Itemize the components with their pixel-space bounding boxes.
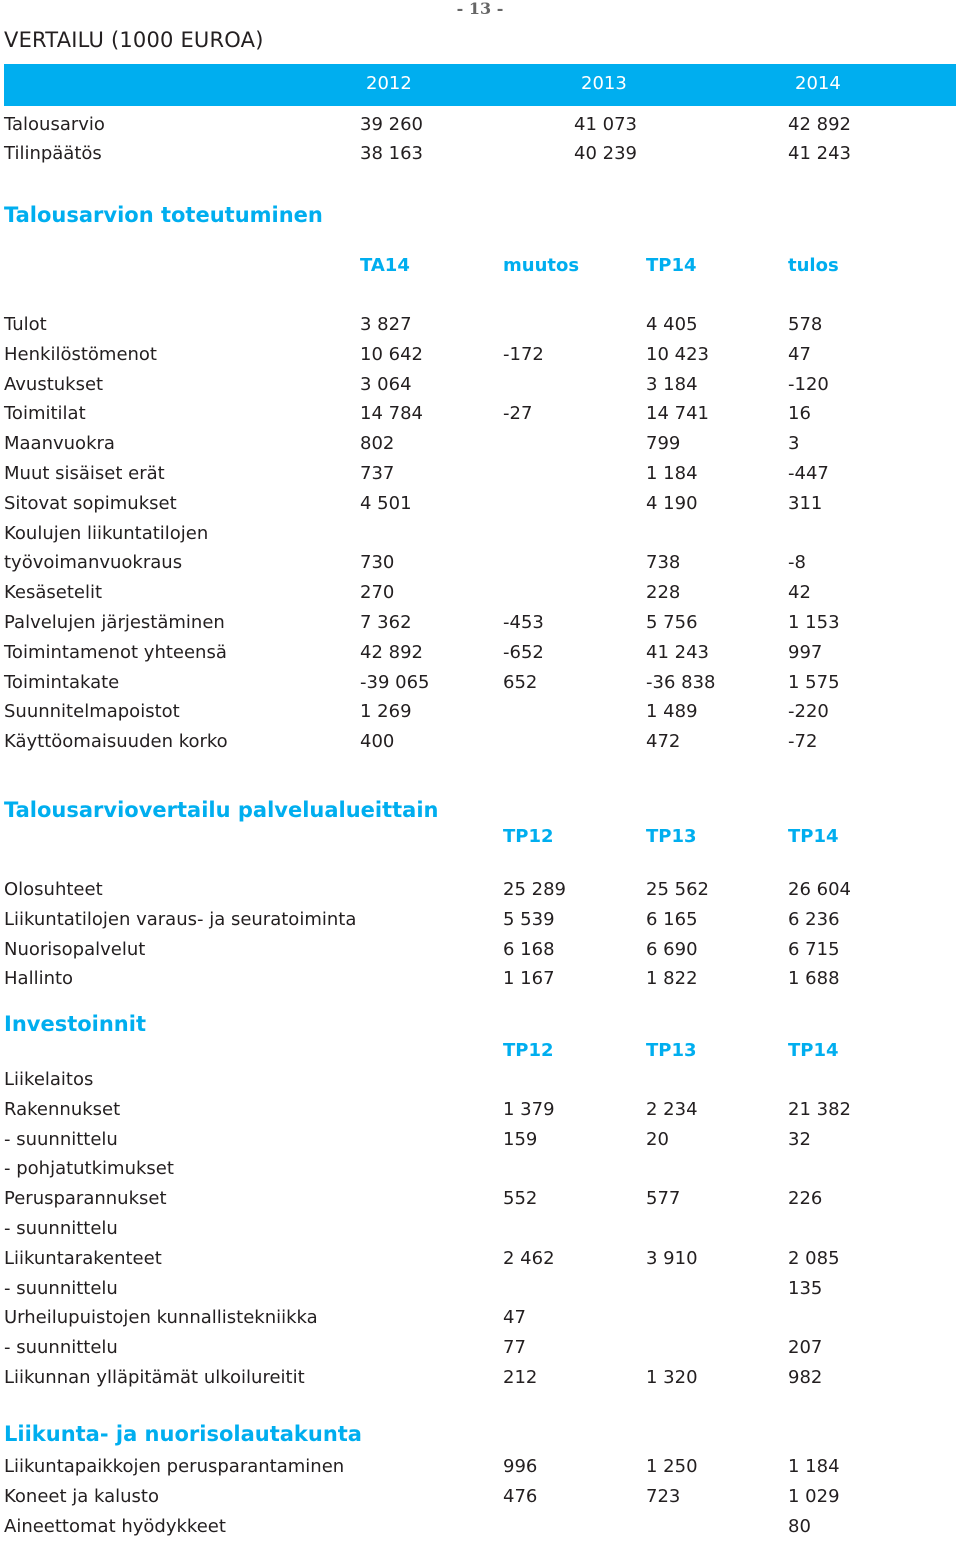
cell: 42 892: [360, 641, 423, 663]
page-title: VERTAILU (1000 EUROA): [4, 28, 264, 52]
table-row: [0, 968, 960, 998]
row-label: Tulot: [4, 314, 47, 335]
cell: 1 184: [646, 463, 698, 484]
cell: 476: [503, 1485, 538, 1507]
cell: 4 190: [646, 492, 698, 514]
table-row: [0, 1099, 960, 1129]
cell: 472: [646, 731, 681, 753]
year-header-band: [4, 64, 956, 106]
table-row: [0, 1456, 960, 1486]
table-row: [0, 433, 960, 463]
cell: 2 462: [503, 1247, 555, 1269]
row-label: Liikuntapaikkojen perusparantaminen: [4, 1456, 345, 1477]
table-row: [0, 1188, 960, 1218]
table-row: [0, 1278, 960, 1308]
row-label: Suunnitelmapoistot: [4, 701, 180, 723]
row-label: - suunnittelu: [4, 1218, 118, 1239]
cell: 2 234: [646, 1098, 698, 1120]
cell: 996: [503, 1456, 538, 1477]
table-row: [0, 463, 960, 493]
row-label: Urheilupuistojen kunnallistekniikka: [4, 1307, 318, 1329]
cell: 6 165: [646, 908, 698, 930]
cell: 6 168: [503, 938, 555, 960]
row-label: Perusparannukset: [4, 1188, 167, 1210]
table-row: [0, 403, 960, 433]
year-header: 2014: [795, 73, 841, 94]
cell: 3: [788, 433, 800, 455]
cell: 38 163: [360, 143, 423, 164]
table-row: [0, 1516, 960, 1546]
cell: 1 489: [646, 701, 698, 723]
row-label: Nuorisopalvelut: [4, 938, 146, 960]
cell: 159: [503, 1128, 538, 1150]
column-header: TP14: [788, 1040, 839, 1061]
table-row: [0, 701, 960, 731]
row-label: Liikuntarakenteet: [4, 1247, 162, 1269]
cell: 10 423: [646, 343, 709, 365]
cell: 16: [788, 403, 811, 425]
cell: 1 029: [788, 1485, 840, 1507]
cell: -453: [503, 612, 544, 633]
cell: 737: [360, 463, 395, 484]
year-header: 2013: [581, 73, 627, 94]
row-label: Muut sisäiset erät: [4, 463, 165, 484]
table-row: [0, 114, 960, 144]
table-row: [0, 582, 960, 612]
cell: 1 153: [788, 612, 840, 633]
cell: -220: [788, 701, 829, 723]
table-row: [0, 1486, 960, 1516]
cell: 400: [360, 731, 395, 753]
cell: 1 379: [503, 1098, 555, 1120]
cell: 3 827: [360, 314, 412, 335]
cell: 14 784: [360, 403, 423, 425]
cell: 25 289: [503, 879, 566, 900]
row-label: Aineettomat hyödykkeet: [4, 1515, 226, 1537]
row-label: Rakennukset: [4, 1098, 121, 1120]
column-header: TP13: [646, 1040, 697, 1061]
table-row: [0, 523, 960, 553]
cell: -39 065: [360, 671, 430, 693]
cell: 802: [360, 433, 395, 455]
cell: 32: [788, 1128, 811, 1150]
cell: 26 604: [788, 879, 851, 900]
table-row: [0, 939, 960, 969]
table-row: [0, 1158, 960, 1188]
row-label: Sitovat sopimukset: [4, 492, 177, 514]
row-label: - suunnittelu: [4, 1128, 118, 1150]
table-row: [0, 731, 960, 761]
column-header: tulos: [788, 255, 839, 276]
column-header: TP12: [503, 826, 554, 847]
table-row: [0, 143, 960, 173]
cell: 80: [788, 1515, 811, 1537]
row-label: Liikelaitos: [4, 1069, 94, 1090]
cell: 40 239: [574, 143, 637, 164]
cell: 47: [503, 1307, 526, 1329]
column-header: TP13: [646, 826, 697, 847]
cell: 311: [788, 492, 823, 514]
cell: 41 243: [788, 143, 851, 164]
cell: 270: [360, 582, 395, 604]
cell: 578: [788, 314, 823, 335]
cell: 207: [788, 1337, 823, 1359]
year-header: 2012: [366, 73, 412, 94]
row-label: Liikunnan ylläpitämät ulkoilureitit: [4, 1367, 305, 1388]
row-label: - suunnittelu: [4, 1337, 118, 1359]
row-label: Toimintakate: [4, 671, 120, 693]
cell: -120: [788, 373, 829, 395]
cell: 5 756: [646, 612, 698, 633]
column-header: TP14: [788, 826, 839, 847]
column-header: TP12: [503, 1040, 554, 1061]
row-label: Avustukset: [4, 373, 104, 395]
section-title-lautakunta: Liikunta- ja nuorisolautakunta: [4, 1422, 362, 1446]
row-label: Toimitilat: [4, 403, 86, 425]
cell: 982: [788, 1367, 823, 1388]
column-header: muutos: [503, 255, 580, 276]
cell: 1 184: [788, 1456, 840, 1477]
row-label: Palvelujen järjestäminen: [4, 612, 225, 633]
cell: 5 539: [503, 908, 555, 930]
row-label: Tilinpäätös: [4, 143, 102, 164]
row-label: Koneet ja kalusto: [4, 1485, 160, 1507]
cell: -36 838: [646, 671, 716, 693]
table-row: [0, 1367, 960, 1397]
cell: 6 715: [788, 938, 840, 960]
table-row: [0, 642, 960, 672]
section-title-investoinnit: Investoinnit: [4, 1012, 146, 1036]
cell: 1 167: [503, 968, 555, 990]
cell: 799: [646, 433, 681, 455]
table-row: [0, 879, 960, 909]
cell: 6 690: [646, 938, 698, 960]
cell: 228: [646, 582, 681, 604]
cell: 42 892: [788, 114, 851, 135]
table-row: [0, 1069, 960, 1099]
cell: 730: [360, 552, 395, 574]
table-row: [0, 374, 960, 404]
row-label: Hallinto: [4, 968, 74, 990]
table-row: [0, 612, 960, 642]
page-number: - 13 -: [456, 0, 504, 18]
row-label: Kesäsetelit: [4, 582, 103, 604]
table-row: [0, 909, 960, 939]
row-label: Käyttöomaisuuden korko: [4, 731, 228, 753]
cell: 4 405: [646, 314, 698, 335]
cell: 41 243: [646, 641, 709, 663]
cell: -8: [788, 552, 806, 574]
cell: 1 575: [788, 671, 840, 693]
table-row: [0, 344, 960, 374]
table-row: [0, 672, 960, 702]
cell: 552: [503, 1188, 538, 1210]
row-label: Toimintamenot yhteensä: [4, 641, 227, 663]
table-row: [0, 314, 960, 344]
cell: 39 260: [360, 114, 423, 135]
cell: 723: [646, 1485, 681, 1507]
cell: 997: [788, 641, 823, 663]
table-row: [0, 1248, 960, 1278]
cell: -652: [503, 641, 544, 663]
cell: -172: [503, 343, 544, 365]
table-row: [0, 1129, 960, 1159]
cell: 3 064: [360, 373, 412, 395]
row-label: - suunnittelu: [4, 1277, 118, 1299]
cell: 10 642: [360, 343, 423, 365]
cell: 212: [503, 1367, 538, 1388]
row-label: työvoimanvuokraus: [4, 552, 183, 574]
cell: 6 236: [788, 908, 840, 930]
cell: 77: [503, 1337, 526, 1359]
cell: 2 085: [788, 1247, 840, 1269]
cell: 226: [788, 1188, 823, 1210]
cell: 577: [646, 1188, 681, 1210]
cell: 1 688: [788, 968, 840, 990]
table-row: [0, 1307, 960, 1337]
cell: 1 822: [646, 968, 698, 990]
section-title-palvelualueittain: Talousarviovertailu palvelualueittain: [4, 798, 439, 822]
row-label: - pohjatutkimukset: [4, 1158, 174, 1180]
cell: 1 320: [646, 1367, 698, 1388]
table-row: [0, 1337, 960, 1367]
cell: 3 184: [646, 373, 698, 395]
cell: 47: [788, 343, 811, 365]
cell: 21 382: [788, 1098, 851, 1120]
cell: -72: [788, 731, 818, 753]
row-label: Henkilöstömenot: [4, 343, 157, 365]
cell: 135: [788, 1277, 823, 1299]
row-label: Talousarvio: [4, 114, 105, 135]
cell: 738: [646, 552, 681, 574]
row-label: Liikuntatilojen varaus- ja seuratoiminta: [4, 908, 357, 930]
section-title-toteutuminen: Talousarvion toteutuminen: [4, 203, 323, 227]
table-row: [0, 493, 960, 523]
cell: 14 741: [646, 403, 709, 425]
cell: 1 269: [360, 701, 412, 723]
cell: 3 910: [646, 1247, 698, 1269]
cell: -27: [503, 403, 533, 425]
row-label: Koulujen liikuntatilojen: [4, 522, 209, 544]
column-header: TA14: [360, 255, 410, 276]
column-header: TP14: [646, 255, 697, 276]
cell: -447: [788, 463, 829, 484]
cell: 7 362: [360, 612, 412, 633]
cell: 4 501: [360, 492, 412, 514]
cell: 42: [788, 582, 811, 604]
cell: 20: [646, 1128, 669, 1150]
cell: 25 562: [646, 879, 709, 900]
row-label: Maanvuokra: [4, 433, 115, 455]
row-label: Olosuhteet: [4, 879, 103, 900]
cell: 1 250: [646, 1456, 698, 1477]
cell: 652: [503, 671, 538, 693]
table-row: [0, 1218, 960, 1248]
cell: 41 073: [574, 114, 637, 135]
table-row: [0, 552, 960, 582]
